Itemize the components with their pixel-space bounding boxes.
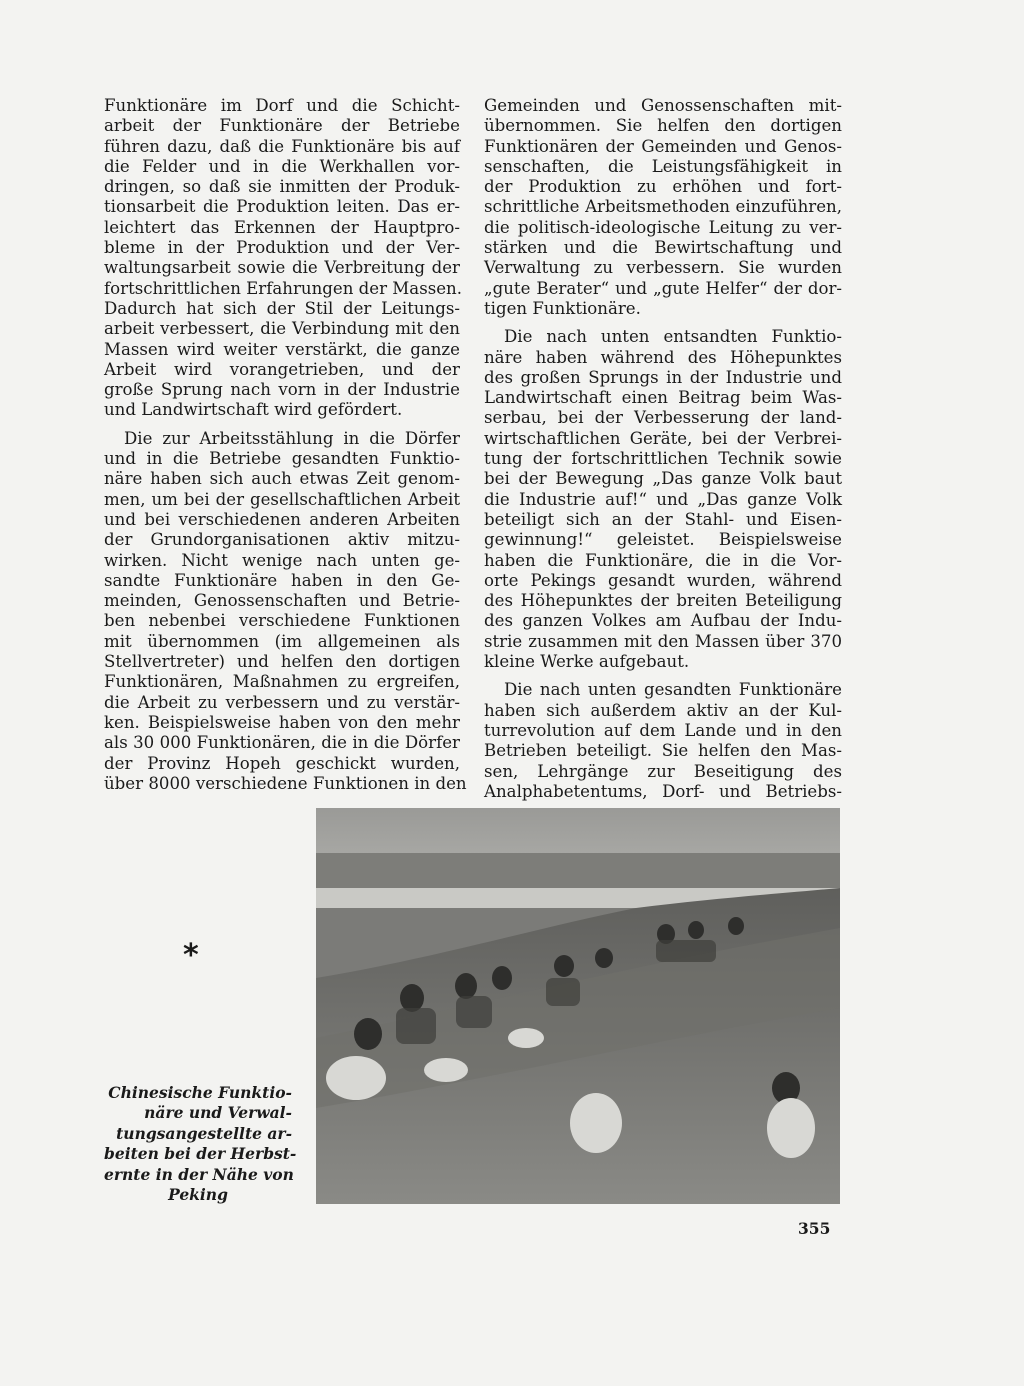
text-line: der Produktion zu erhöhen und fort- (484, 177, 842, 197)
text-line: arbeit der Funktionäre der Betriebe (104, 116, 460, 136)
text-line: orte Pekings gesandt wurden, während (484, 570, 842, 590)
paragraph (484, 96, 842, 319)
text-line: gewinnung!“ geleistet. Beispielsweise (484, 530, 842, 550)
text-line: strie zusammen mit den Massen über 370 (484, 631, 842, 651)
caption-line: ernte in der Nähe von (104, 1164, 294, 1184)
text-line: sen, Lehrgänge zur Beseitigung des (484, 761, 842, 781)
text-line: tung der fortschrittlichen Technik sowie (484, 449, 842, 469)
text-line: Funktionären der Gemeinden und Genos- (484, 136, 842, 156)
text-line: beteiligt sich an der Stahl- und Eisen- (484, 509, 842, 529)
text-line: meinden, Genossenschaften und Betrie- (104, 591, 460, 611)
text-line: bleme in der Produktion und der Ver- (104, 238, 460, 258)
text-line: der Grundorganisationen aktiv mitzu- (104, 530, 460, 550)
text-line: die Industrie auf!“ und „Das ganze Volk (484, 489, 842, 509)
text-line: arbeit verbessert, die Verbindung mit den (104, 319, 460, 339)
text-line: führen dazu, daß die Funktionäre bis auf (104, 136, 460, 156)
text-line: wirtschaftlichen Geräte, bei der Verbrei- (484, 428, 842, 448)
page-number: 355 (798, 1219, 831, 1238)
text-line: schrittliche Arbeitsmethoden einzuführen, (484, 197, 842, 217)
text-line: mit übernommen (im allgemeinen als (104, 631, 460, 651)
text-line: fortschrittlichen Erfahrungen der Massen. (104, 278, 463, 298)
text-line: die Arbeit zu verbessern und zu verstär- (104, 692, 460, 712)
text-line: Gemeinden und Genossenschaften mit- (484, 96, 842, 115)
text-line: des großen Sprungs in der Industrie und (484, 367, 842, 387)
text-line: haben sich außerdem aktiv an der Kul- (484, 700, 842, 720)
text-line: Landwirtschaft einen Beitrag beim Was- (484, 388, 842, 408)
text-line: Stellvertreter) und helfen den dortigen (104, 652, 460, 672)
text-line: haben die Funktionäre, die in die Vor- (484, 550, 842, 570)
text-line: Funktionären, Maßnahmen zu ergreifen, (104, 672, 460, 692)
caption-line: Peking (168, 1185, 228, 1205)
text-line: Verwaltung zu verbessern. Sie wurden (484, 258, 842, 278)
text-line: tigen Funktionäre. (484, 298, 641, 318)
text-line: Analphabetentums, Dorf- und Betriebs- (484, 781, 842, 801)
text-line: senschaften, die Leistungsfähigkeit in (484, 156, 842, 176)
text-line: Die nach unten gesandten Funktionäre (504, 680, 842, 700)
text-line: näre haben sich auch etwas Zeit genom- (104, 469, 460, 489)
harvest-photo-image (316, 808, 840, 1204)
caption-line: näre und Verwal- (144, 1103, 292, 1123)
text-line: übernommen. Sie helfen den dortigen (484, 116, 842, 136)
text-line: Arbeit wird vorangetrieben, und der (104, 359, 460, 379)
paragraph (104, 96, 463, 421)
text-line: und in die Betriebe gesandten Funktio- (104, 449, 460, 469)
right-column (484, 96, 842, 802)
text-line: kleine Werke aufgebaut. (484, 652, 690, 672)
text-line: Funktionäre im Dorf und die Schicht- (104, 96, 460, 115)
text-line: große Sprung nach vorn in der Industrie (104, 380, 460, 400)
photo-caption (104, 1083, 297, 1205)
text-line: und bei verschiedenen anderen Arbeiten (104, 509, 460, 529)
text-line: waltungsarbeit sowie die Verbreitung der (104, 258, 460, 278)
star-ornament-icon: * (183, 938, 199, 973)
text-line: die politisch-ideologische Leitung zu ver- (484, 217, 842, 237)
text-line: Dadurch hat sich der Stil der Leitungs- (104, 298, 460, 318)
text-line: als 30 000 Funktionären, die in die Dörfer (104, 733, 460, 753)
text-line: der Provinz Hopeh geschickt wurden, (104, 753, 460, 773)
left-column (104, 96, 467, 794)
text-line: des Höhepunktes der breiten Beteiligung (484, 591, 842, 611)
text-line: Die zur Arbeitsstählung in die Dörfer (124, 428, 460, 448)
text-line: men, um bei der gesellschaftlichen Arbeit (104, 489, 460, 509)
text-line: stärken und die Bewirtschaftung und (484, 238, 842, 258)
text-line: serbau, bei der Verbesserung der land- (484, 408, 842, 428)
text-line: leichtert das Erkennen der Hauptpro- (104, 217, 460, 237)
caption-line: tungsangestellte ar- (116, 1123, 292, 1143)
text-line: Massen wird weiter verstärkt, die ganze (104, 339, 460, 359)
text-line: dringen, so daß sie inmitten der Produk- (104, 177, 460, 197)
text-line: sandte Funktionäre haben in den Ge- (104, 570, 460, 590)
text-line: bei der Bewegung „Das ganze Volk baut (484, 469, 842, 489)
paragraph (484, 680, 842, 802)
text-line: turrevolution auf dem Lande und in den (484, 720, 842, 740)
text-line: über 8000 verschiedene Funktionen in den (104, 773, 467, 793)
text-line: wirken. Nicht wenige nach unten ge- (104, 550, 460, 570)
caption-line: beiten bei der Herbst- (104, 1144, 297, 1164)
paragraph (104, 428, 467, 794)
text-line: ben nebenbei verschiedene Funktionen (104, 611, 460, 631)
text-line: ken. Beispielsweise haben von den mehr (104, 712, 460, 732)
text-line: „gute Berater“ und „gute Helfer“ der dor- (484, 278, 842, 298)
text-line: näre haben während des Höhepunktes (484, 347, 842, 367)
text-line: tionsarbeit die Produktion leiten. Das er- (104, 197, 460, 217)
text-line: die Felder und in die Werkhallen vor- (104, 156, 460, 176)
caption-line: Chinesische Funktio- (108, 1083, 292, 1102)
text-line: des ganzen Volkes am Aufbau der Indu- (484, 611, 842, 631)
text-line: Betrieben beteiligt. Sie helfen den Mas- (484, 741, 842, 761)
text-line: und Landwirtschaft wird gefördert. (104, 400, 403, 420)
text-line: Die nach unten entsandten Funktio- (504, 327, 842, 347)
paragraph (484, 327, 842, 672)
harvest-photo (316, 808, 840, 1204)
